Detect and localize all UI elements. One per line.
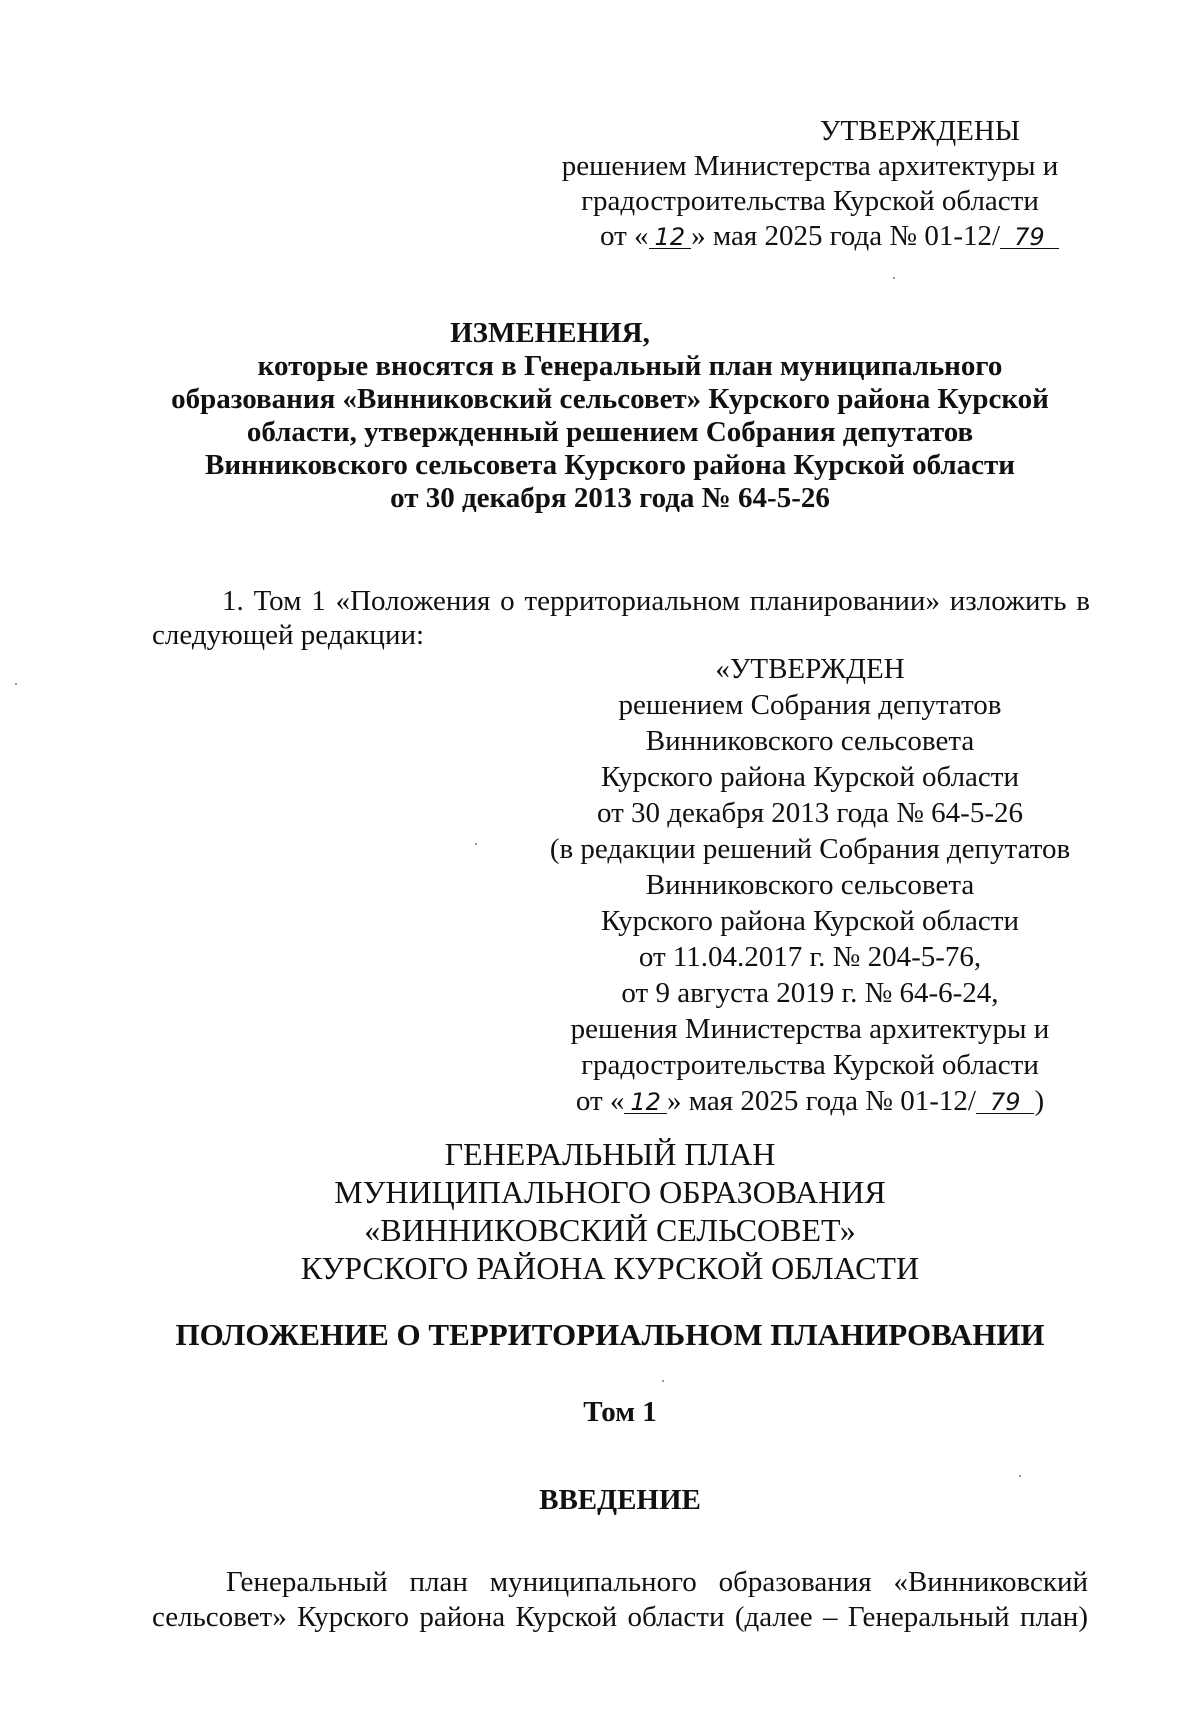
- approval2-line-8: Курского района Курской области: [601, 905, 1019, 937]
- approval-line-2: градостроительства Курской области: [581, 185, 1039, 217]
- approval2-line-9: от 11.04.2017 г. № 204-5-76,: [638, 941, 982, 973]
- approval-date-day: 12: [649, 226, 692, 249]
- scan-speck: [893, 277, 895, 279]
- scan-speck: [15, 683, 17, 685]
- heading-line-2: образования «Винниковский сельсовет» Курского района Курской: [171, 383, 1049, 415]
- approval2-date-middle: » мая 2025 года № 01-12/: [666, 1085, 976, 1117]
- approval-date: [600, 219, 1070, 253]
- general-plan-line-1: ГЕНЕРАЛЬНЫЙ ПЛАН: [444, 1136, 776, 1172]
- general-plan-title: [130, 1135, 1090, 1287]
- approval2-line-2: решением Собрания депутатов: [618, 689, 1002, 721]
- approval2-block: [520, 652, 1100, 1118]
- approval2-date: [520, 1084, 1100, 1118]
- approval-line-1: решением Министерства архитектуры и: [561, 150, 1059, 182]
- approval2-line-11: решения Министерства архитектуры и: [570, 1013, 1050, 1045]
- approval2-line-7: Винниковского сельсовета: [645, 869, 975, 901]
- item1-line-1: 1. Том 1 «Положения о территориальном планировании» изложить в: [222, 585, 1090, 617]
- general-plan-line-4: КУРСКОГО РАЙОНА КУРСКОЙ ОБЛАСТИ: [300, 1250, 920, 1286]
- approval2-line-1: «УТВЕРЖДЕН: [715, 653, 905, 685]
- scan-speck: [475, 843, 477, 845]
- approval2-line-6: (в редакции решений Собрания депутатов: [549, 833, 1071, 865]
- heading-line-1: которые вносятся в Генеральный план муниципального: [257, 350, 1003, 382]
- general-plan-line-3: «ВИННИКОВСКИЙ СЕЛЬСОВЕТ»: [364, 1212, 856, 1248]
- section-title: ПОЛОЖЕНИЕ О ТЕРРИТОРИАЛЬНОМ ПЛАНИРОВАНИИ: [175, 1317, 1045, 1352]
- heading-title: ИЗМЕНЕНИЯ,: [450, 317, 650, 349]
- intro-line-1: Генеральный план муниципального образования «Винниковский: [226, 1566, 1088, 1598]
- approval2-date-number: 79: [976, 1091, 1035, 1114]
- approval-date-prefix: от «: [600, 220, 649, 252]
- approval2-line-12: градостроительства Курской области: [581, 1049, 1039, 1081]
- scan-speck: [1019, 1475, 1021, 1477]
- approval2-date-suffix: ): [1034, 1085, 1045, 1117]
- approval2-line-3: Винниковского сельсовета: [645, 725, 975, 757]
- intro-line-2: сельсовет» Курского района Курской области (далее – Генеральный план): [152, 1601, 1088, 1633]
- approval2-line-10: от 9 августа 2019 г. № 64-6-24,: [621, 977, 999, 1009]
- approval2-date-day: 12: [624, 1091, 667, 1114]
- heading-line-4: Винниковского сельсовета Курского района Курской области: [204, 449, 1016, 481]
- general-plan-line-2: МУНИЦИПАЛЬНОГО ОБРАЗОВАНИЯ: [334, 1174, 886, 1210]
- approval2-date-prefix: от «: [575, 1085, 625, 1117]
- approval-date-middle: » мая 2025 года № 01-12/: [691, 220, 1001, 252]
- item1-line-2: следующей редакции:: [152, 619, 425, 651]
- approval2-line-4: Курского района Курской области: [601, 761, 1019, 793]
- heading-line-3: области, утвержденный решением Собрания депутатов: [246, 416, 974, 448]
- approval-title: УТВЕРЖДЕНЫ: [819, 115, 1021, 147]
- approval-date-number: 79: [1000, 226, 1059, 249]
- heading-line-5: от 30 декабря 2013 года № 64-5-26: [390, 482, 830, 514]
- approval2-line-5: от 30 декабря 2013 года № 64-5-26: [597, 797, 1023, 829]
- volume-label: Том 1: [583, 1396, 657, 1428]
- scan-speck: [662, 1380, 664, 1382]
- intro-title: ВВЕДЕНИЕ: [539, 1484, 701, 1516]
